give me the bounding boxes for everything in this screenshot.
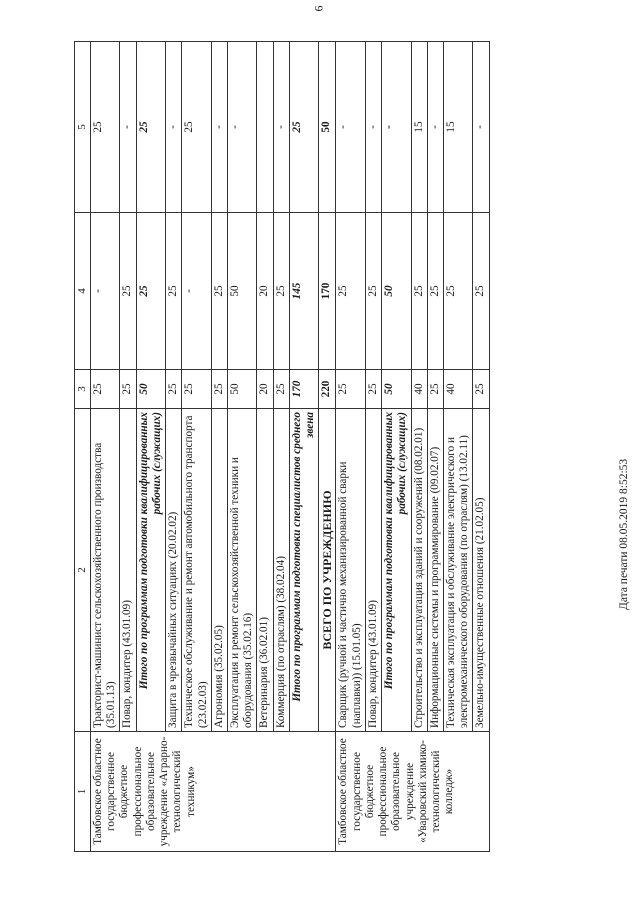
- extra-count: -: [382, 42, 411, 213]
- table-row: [336, 42, 365, 852]
- program-name: Эксплуатация и ремонт сельскохозяйственной техники и оборудования (35.02.16): [227, 409, 256, 732]
- rotated-page-content: [74, 42, 614, 852]
- budget-count: 25: [120, 213, 136, 370]
- budget-count: 20: [257, 213, 273, 370]
- column-header: 4: [75, 213, 91, 370]
- table-row: [427, 42, 443, 852]
- table-row: [211, 42, 227, 852]
- total-count: 25: [91, 370, 120, 409]
- column-number-row: [75, 42, 91, 852]
- program-name: Агрономия (35.02.05): [211, 409, 227, 732]
- total-count: 25: [166, 370, 182, 409]
- table-row: [273, 42, 289, 852]
- program-name: Сварщик (ручной и частично механизированной сварки (наплавки)) (15.01.05): [336, 409, 365, 732]
- extra-count: 50: [319, 42, 336, 213]
- extra-count: -: [227, 42, 256, 213]
- budget-count: 25: [273, 213, 289, 370]
- total-count: 25: [365, 370, 381, 409]
- budget-count: 25: [365, 213, 381, 370]
- total-count: 50: [227, 370, 256, 409]
- total-count: 50: [382, 370, 411, 409]
- extra-count: 25: [182, 42, 211, 213]
- table-row: [473, 42, 489, 852]
- table-row: [257, 42, 273, 852]
- program-name: Земельно-имущественные отношения (21.02.05): [473, 409, 489, 732]
- extra-count: -: [473, 42, 489, 213]
- subtotal-label: Итого по программам подготовки квалифицированных рабочих (служащих): [382, 409, 411, 732]
- extra-count: -: [365, 42, 381, 213]
- column-header: 1: [75, 732, 91, 852]
- budget-count: 50: [382, 213, 411, 370]
- total-count: 170: [289, 370, 318, 409]
- extra-count: 25: [91, 42, 120, 213]
- total-count: 25: [336, 370, 365, 409]
- column-header: 2: [75, 409, 91, 732]
- admission-plan-table: [74, 41, 490, 852]
- column-header: 5: [75, 42, 91, 213]
- budget-count: 25: [136, 213, 165, 370]
- extra-count: 15: [411, 42, 427, 213]
- extra-count: -: [120, 42, 136, 213]
- program-name: Повар, кондитер (43.01.09): [120, 409, 136, 732]
- budget-count: 25: [443, 213, 472, 370]
- budget-count: 25: [336, 213, 365, 370]
- table-row: [443, 42, 472, 852]
- grand-total-row: [319, 42, 336, 852]
- extra-count: -: [211, 42, 227, 213]
- table-row: [91, 42, 120, 852]
- budget-count: 145: [289, 213, 318, 370]
- program-name: Информационные системы и программирование (09.02.07): [427, 409, 443, 732]
- total-count: 40: [411, 370, 427, 409]
- extra-count: -: [336, 42, 365, 213]
- institution-name: Тамбовское областное государственное бюджетное профессиональное образовательное учреждение «Аграрно-технологический техникум»: [91, 732, 336, 852]
- budget-count: 25: [473, 213, 489, 370]
- total-count: 25: [427, 370, 443, 409]
- extra-count: 15: [443, 42, 472, 213]
- budget-count: 170: [319, 213, 336, 370]
- table-row: [365, 42, 381, 852]
- budget-count: 50: [227, 213, 256, 370]
- program-name: Защита в чрезвычайных ситуациях (20.02.02): [166, 409, 182, 732]
- table-row: [227, 42, 256, 852]
- extra-count: 25: [136, 42, 165, 213]
- extra-count: 25: [289, 42, 318, 213]
- subtotal-row: [382, 42, 411, 852]
- budget-count: -: [182, 213, 211, 370]
- institution-name: Тамбовское областное государственное бюджетное профессиональное образовательное учреждение «Уваровский химико-технологический колледж»: [336, 732, 489, 852]
- subtotal-label: Итого по программам подготовки квалифицированных рабочих (служащих): [136, 409, 165, 732]
- total-count: 25: [182, 370, 211, 409]
- program-name: Коммерция (по отраслям) (38.02.04): [273, 409, 289, 732]
- total-count: 50: [136, 370, 165, 409]
- total-count: 220: [319, 370, 336, 409]
- program-name: Техническая эксплуатация и обслуживание электрического и электромеханического оборудования (по отраслям) (13.02.11): [443, 409, 472, 732]
- subtotal-row: [289, 42, 318, 852]
- total-count: 25: [211, 370, 227, 409]
- subtotal-label: Итого по программам подготовки специалистов среднего звена: [289, 409, 318, 732]
- program-name: Техническое обслуживание и ремонт автомобильного транспорта (23.02.03): [182, 409, 211, 732]
- program-name: Строительство и эксплуатация зданий и сооружений (08.02.01): [411, 409, 427, 732]
- budget-count: -: [91, 213, 120, 370]
- extra-count: -: [166, 42, 182, 213]
- extra-count: -: [273, 42, 289, 213]
- table-row: [182, 42, 211, 852]
- table-row: [120, 42, 136, 852]
- total-count: 25: [273, 370, 289, 409]
- budget-count: 25: [211, 213, 227, 370]
- budget-count: 25: [411, 213, 427, 370]
- budget-count: 25: [166, 213, 182, 370]
- table-row: [411, 42, 427, 852]
- grand-total-label: ВСЕГО ПО УЧРЕЖДЕНИЮ: [319, 409, 336, 732]
- program-name: Повар, кондитер (43.01.09): [365, 409, 381, 732]
- program-name: Ветеринария (36.02.01): [257, 409, 273, 732]
- program-name: Тракторист-машинист сельскохозяйственного производства (35.01.13): [91, 409, 120, 732]
- total-count: 25: [473, 370, 489, 409]
- total-count: 25: [120, 370, 136, 409]
- extra-count: [257, 42, 273, 213]
- subtotal-row: [136, 42, 165, 852]
- total-count: 20: [257, 370, 273, 409]
- table-row: [166, 42, 182, 852]
- total-count: 40: [443, 370, 472, 409]
- extra-count: -: [427, 42, 443, 213]
- column-header: 3: [75, 370, 91, 409]
- print-date: Дата печати 08.05.2019 8:52:53: [618, 458, 630, 610]
- budget-count: 25: [427, 213, 443, 370]
- page-number: 6: [311, 5, 326, 12]
